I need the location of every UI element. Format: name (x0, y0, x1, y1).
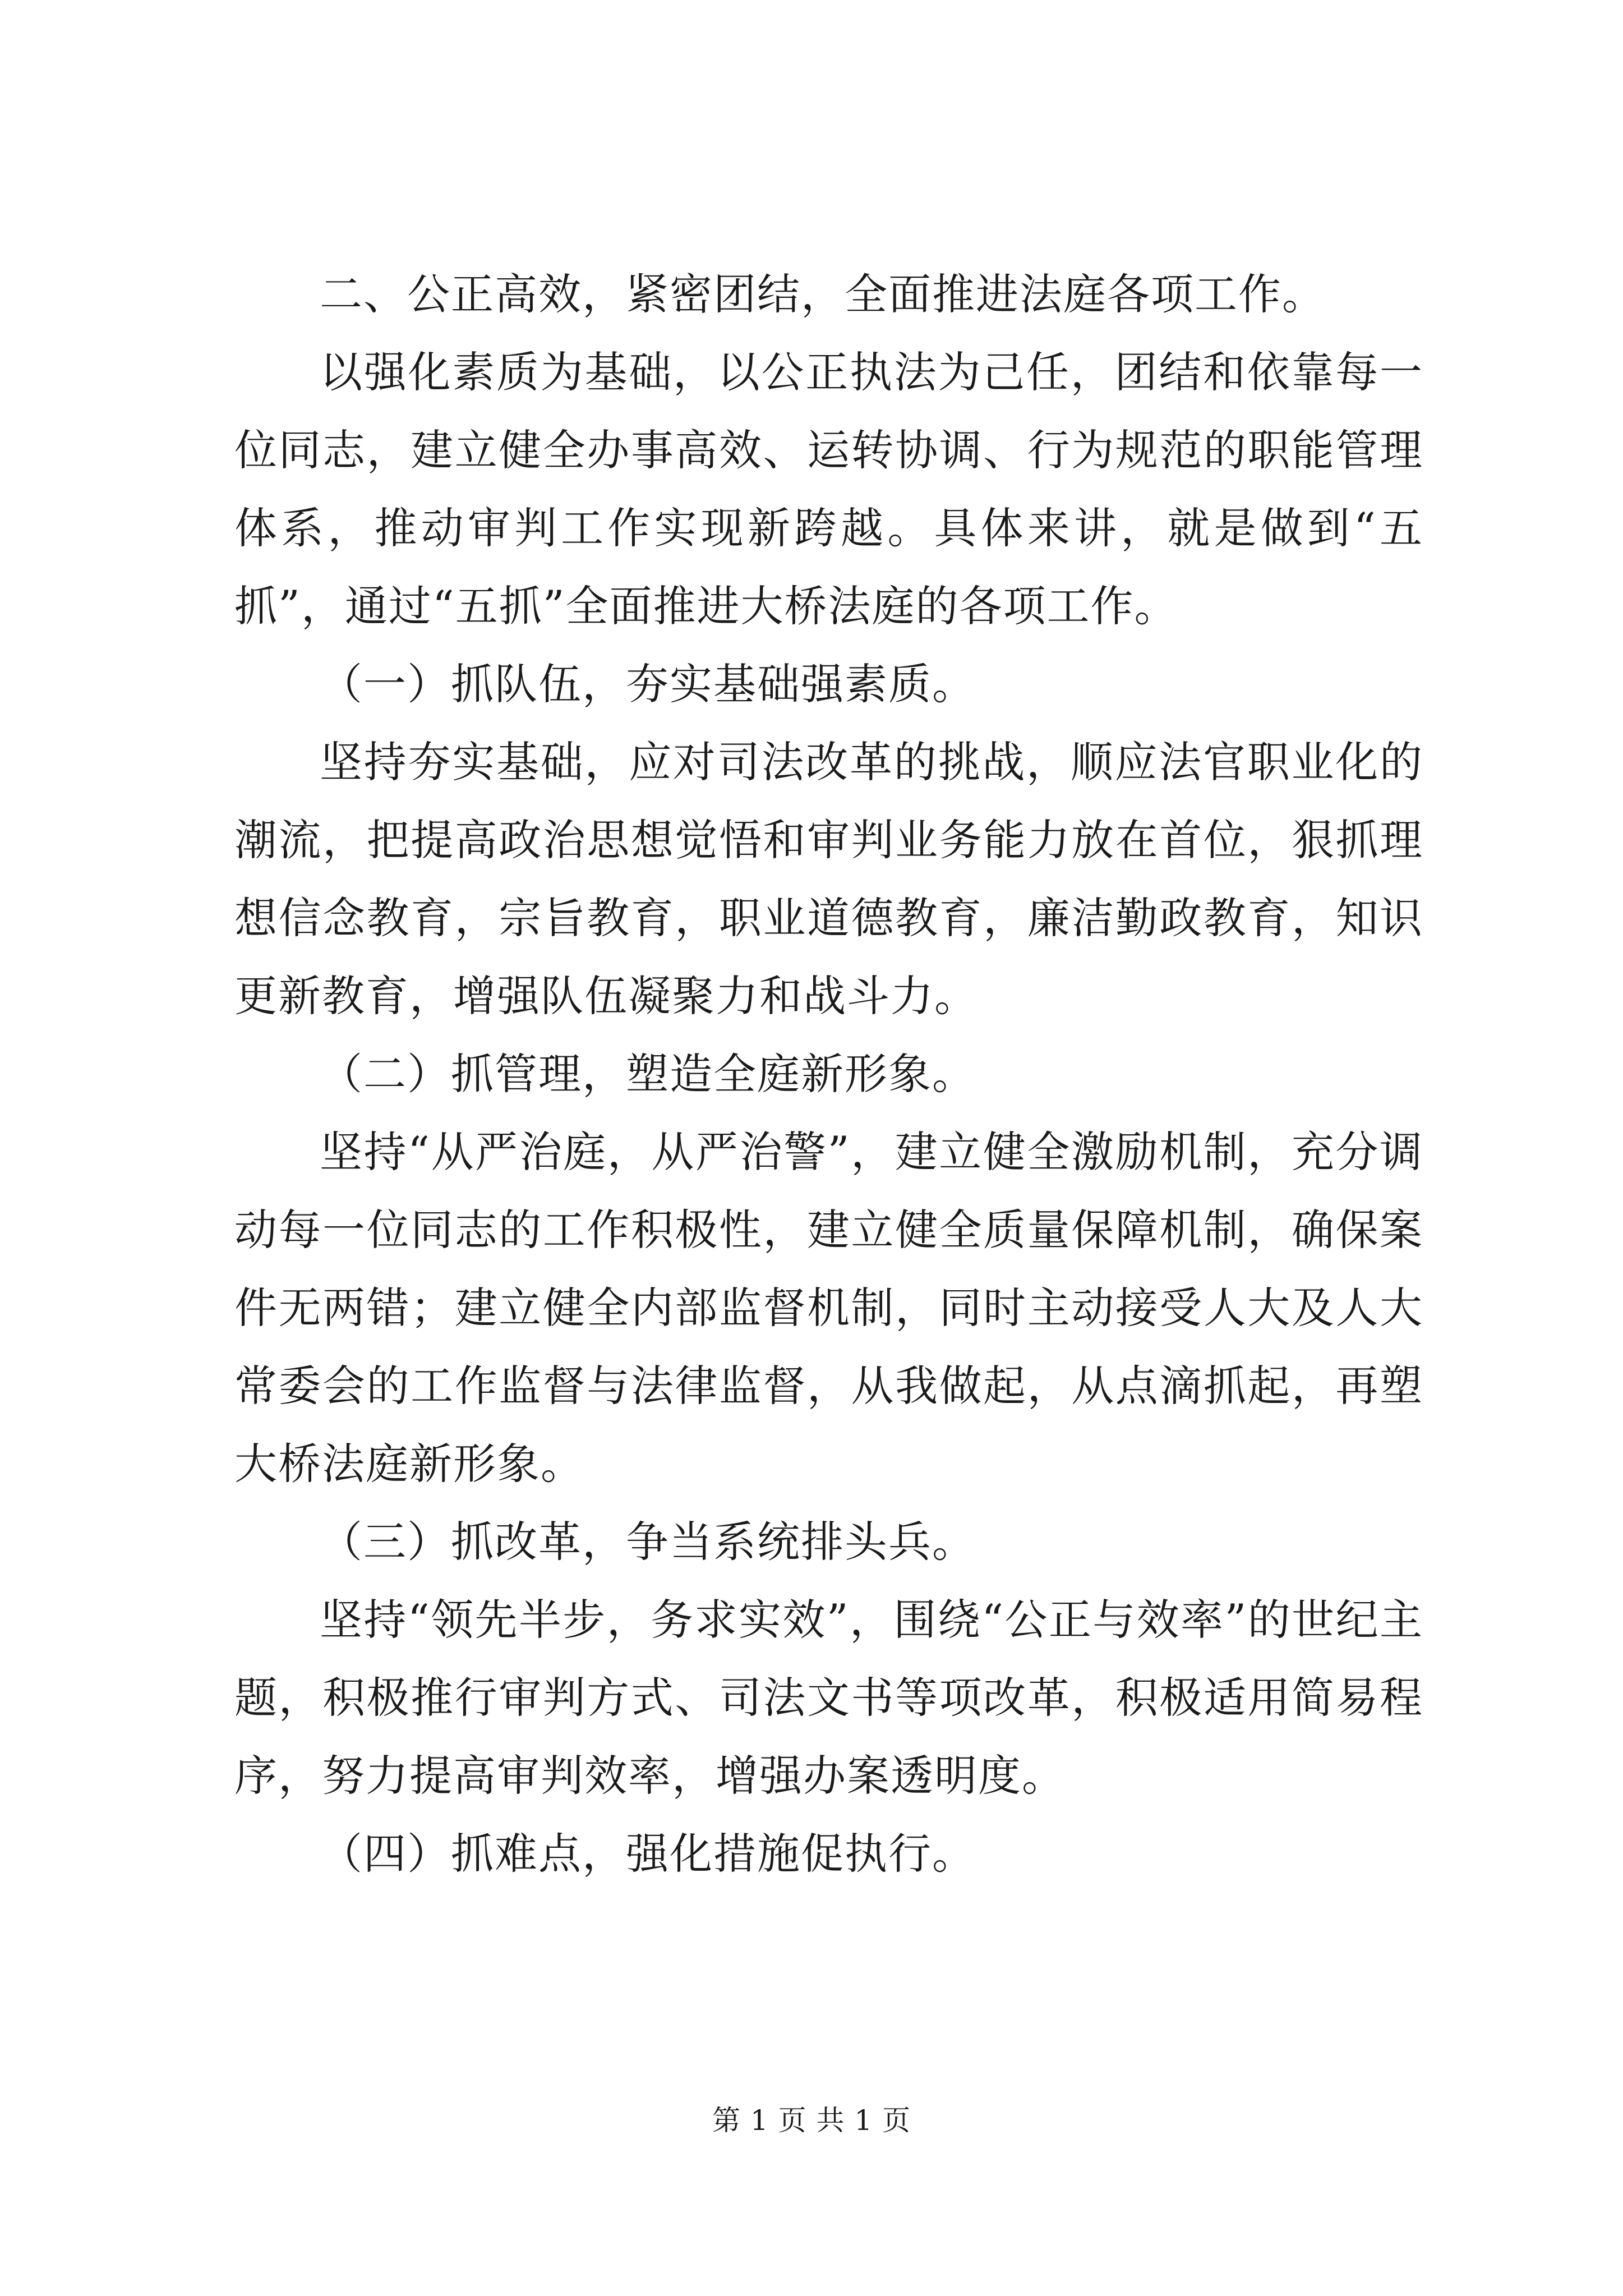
subsection-heading: （三）抓改革，争当系统排头兵。 (320, 1517, 976, 1567)
document-body (234, 255, 1423, 1893)
subsection-heading: （二）抓管理，塑造全庭新形象。 (320, 1049, 976, 1099)
body-paragraph: 坚持“从严治庭，从严治警”，建立健全激励机制，充分调动每一位同志的工作积极性，建立健全质量保障机制，确保案件无两错；建立健全内部监督机制，同时主动接受人大及人大常委会的工作监督与法律监督，从我做起，从点滴抓起，再塑大桥法庭新形象。 (234, 1127, 1423, 1489)
section-heading: 二、公正高效，紧密团结，全面推进法庭各项工作。 (320, 269, 1326, 319)
body-paragraph: 坚持夯实基础，应对司法改革的挑战，顺应法官职业化的潮流，把提高政治思想觉悟和审判业务能力放在首位，狠抓理想信念教育，宗旨教育，职业道德教育，廉洁勤政教育，知识更新教育，增强队伍凝聚力和战斗力。 (234, 737, 1423, 1021)
subsection-heading: （四）抓难点，强化措施促执行。 (320, 1829, 976, 1879)
page-footer: 第 1 页 共 1 页 (712, 2104, 911, 2137)
body-paragraph: 以强化素质为基础，以公正执法为己任，团结和依靠每一位同志，建立健全办事高效、运转协调、行为规范的职能管理体系，推动审判工作实现新跨越。具体来讲，就是做到“五抓”，通过“五抓”全面推进大桥法庭的各项工作。 (234, 347, 1423, 631)
subsection-heading: （一）抓队伍，夯实基础强素质。 (320, 659, 976, 709)
body-paragraph: 坚持“领先半步，务求实效”，围绕“公正与效率”的世纪主题，积极推行审判方式、司法文书等项改革，积极适用简易程序，努力提高审判效率，增强办案透明度。 (234, 1595, 1423, 1801)
